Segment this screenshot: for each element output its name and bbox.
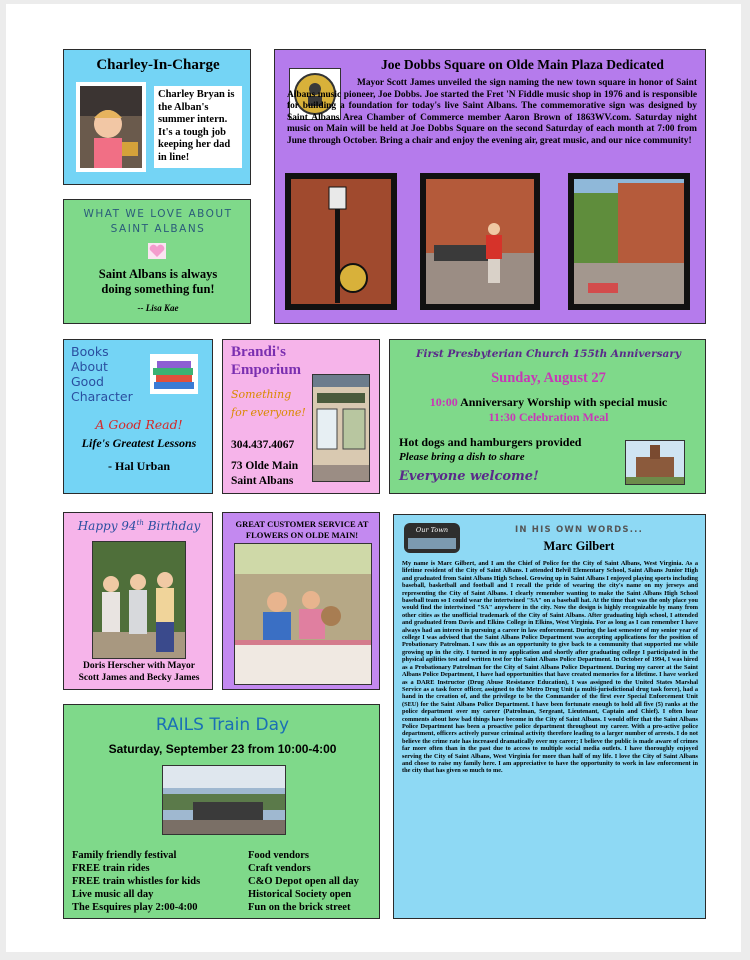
rails-photo <box>162 765 286 835</box>
rails-right-list <box>248 849 378 914</box>
church-title: First Presbyterian Church 155th Anniversary <box>416 348 681 360</box>
birthday-title-post: Birthday <box>143 519 201 533</box>
our-town-logo <box>404 523 460 553</box>
our-town-logo-text: Our Town <box>415 526 449 534</box>
charley-title: Charley-In-Charge <box>96 57 220 73</box>
rails-right-item: Craft vendors <box>248 863 311 874</box>
birthday-box <box>63 512 213 690</box>
church-building-image <box>626 441 684 484</box>
lamp-post-image <box>285 173 397 310</box>
brandi-tagline-line2: for everyone! <box>231 406 306 419</box>
birthday-title-pre: Happy 94 <box>77 519 137 533</box>
flowers-box <box>222 512 380 690</box>
church-welcome: Everyone welcome! <box>399 469 539 484</box>
flowers-title: GREAT CUSTOMER SERVICE AT FLOWERS ON OLDE MAIN! <box>235 519 369 540</box>
gilbert-box <box>393 514 706 919</box>
church-event1: Anniversary Worship with special music <box>460 395 668 409</box>
joe-dobbs-photo-sign <box>285 173 397 310</box>
love-title-line1: WHAT WE LOVE ABOUT <box>83 208 233 220</box>
books-tagline: A Good Read! <box>95 417 183 432</box>
charley-caption: Charley Bryan is the Alban's summer intern. It's a tough job keeping her dad in line! <box>154 86 242 168</box>
charley-box <box>63 49 251 185</box>
book-stack-icon <box>150 354 198 394</box>
flower-shop-counter-image <box>235 544 371 684</box>
rails-box <box>63 704 380 919</box>
gilbert-kicker: IN HIS OWN WORDS... <box>514 525 644 535</box>
street-musician-image <box>420 173 540 310</box>
church-photo <box>625 440 685 485</box>
town-square-image <box>568 173 690 310</box>
joe-dobbs-photo-square <box>568 173 690 310</box>
newsletter-page <box>6 4 741 952</box>
birthday-photo <box>92 541 186 659</box>
rails-left-list <box>72 849 242 914</box>
birthday-title-sup: th <box>136 519 144 527</box>
church-food-line: Hot dogs and hamburgers provided <box>399 435 582 449</box>
joe-dobbs-photo-music <box>420 173 540 310</box>
books-author: - Hal Urban <box>107 459 170 473</box>
rails-right-item: Fun on the brick street <box>248 902 351 913</box>
brandi-address-line1: 73 Olde Main <box>231 460 299 472</box>
love-text: Saint Albans is always doing something fun! <box>98 267 218 296</box>
charley-photo <box>76 82 146 172</box>
books-box <box>63 339 213 494</box>
rails-date: Saturday, September 23 from 10:00-4:00 <box>108 742 337 756</box>
church-dish-line: Please bring a dish to share <box>399 451 525 463</box>
church-line2 <box>390 410 706 425</box>
rails-left-item: FREE train whistles for kids <box>72 876 201 887</box>
love-box <box>63 199 251 324</box>
church-time2: 11:30 <box>488 410 516 424</box>
church-event2: Celebration Meal <box>518 410 609 424</box>
brandi-storefront-photo <box>312 374 370 482</box>
rails-right-item: Food vendors <box>248 850 309 861</box>
rails-left-item: Live music all day <box>72 889 154 900</box>
joe-dobbs-box <box>274 49 706 324</box>
rails-left-item: Family friendly festival <box>72 850 177 861</box>
church-box <box>389 339 706 494</box>
flowers-photo <box>234 543 372 685</box>
rails-right-item: C&O Depot open all day <box>248 876 359 887</box>
books-title-line4: Character <box>71 389 133 404</box>
joe-dobbs-body: Mayor Scott James unveiled the sign naming the new town square in honor of Saint Albans music pioneer, Joe Dobbs. Joe started the Fret 'N Fiddle music shop in 1976 and is responsible for building a foundation for today's live Saint Albans. The commemorative sign was designed by Saint Albans Area Chamber of Commerce member Aaron Brown of 1863WV.com. Saturday night music on Main will be held at Joe Dobbs Square on the second Saturday of each month at 7:00 from June through October. Bring a chair and enjoy the evening air, great music, and our nice community! <box>287 78 697 146</box>
books-title-line1: Books <box>71 344 109 359</box>
rails-title: RAILS Train Day <box>155 715 290 735</box>
church-time1: 10:00 <box>429 395 458 409</box>
books-title-line2: About <box>71 359 108 374</box>
love-title-line2: SAINT ALBANS <box>110 223 206 235</box>
brandi-address-line2: Saint Albans <box>231 475 294 487</box>
heart-icon <box>148 243 166 259</box>
rails-left-item: FREE train rides <box>72 863 150 874</box>
church-date: Sunday, August 27 <box>491 370 606 386</box>
rails-left-item: The Esquires play 2:00-4:00 <box>72 902 198 913</box>
storefront-image <box>313 375 369 481</box>
joe-dobbs-title: Joe Dobbs Square on Olde Main Plaza Dedicated <box>381 57 664 72</box>
child-photo-image <box>76 82 146 172</box>
brandi-tagline-line1: Something <box>231 388 292 401</box>
birthday-title <box>64 519 213 533</box>
brandi-title-line1: Brandi's <box>231 344 287 360</box>
birthday-caption: Doris Herscher with Mayor Scott James and Becky James <box>78 661 200 683</box>
train-image <box>163 766 285 834</box>
brandi-phone: 304.437.4067 <box>231 439 295 451</box>
three-people-photo <box>93 542 185 658</box>
brandi-title-line2: Emporium <box>231 362 302 378</box>
books-book-title: Life's Greatest Lessons <box>81 436 197 450</box>
church-line1 <box>390 395 706 410</box>
gilbert-name: Marc Gilbert <box>543 539 615 553</box>
gilbert-body: My name is Marc Gilbert, and I am the Chief of Police for the City of Saint Albans, West Virginia. As a lifetime resident of the City of Saint Albans. I attended Belvil Elementary School, Saint Albans Junior High and graduated from Saint Albans High School. Growing up in Saint Albans I enjoyed playing sports including baseball, basketball and football and I recall the pride of wearing the city's name on my jerseys and representing the City of Saint Albans. I clearly remember wanting to make the Saint Albans High School baseball team so I could wear the intertwined "SA" on a baseball hat. At the time that was the only place you would find the intertwined "SA" anywhere in the city. Now the design is highly recognizable by many from other cities as the unofficial trademark of the City of Saint Albans. After graduating high school, I attended and graduated from Davis and Elkins College in Elkins, West Virginia. For as long as I can remember I have always had an interest in pursuing a career in law enforcement. During the last semester of my senior year of college I was advised that the Saint Albans Police Department was accepting applications for the position of Probationary Patrolman. I saw this as an opportunity to give back to a community that supported me while growing up in the city. I turned in my application and shortly after graduating college I participated in the physical agilities test and written test for the Saint Albans Police Department. In October of 1994, I was hired as a Probationary Patrolman for the City of Saint Albans Police Department. During my career at the Saint Albans Police Department, I have had opportunities that have created memories for a lifetime. I have worked as a DARE Instructor (Drug Abuse Resistance Education), I was assigned to the United States Marshal Service as a task force officer, assigned to the Metro Drug Unit (a multi-jurisdictional drug task force), had a hand in the creation of, and the privilege to be the Commander of the first ever Special Enforcement Unit (SEU) for the Saint Albans Police Department. I have been fortunate enough to hold all five (5) ranks at the police department over my career (Patrolman, Sergeant, Lieutenant, Captain and Chief). I often hear comments about how bad things have become in the City of Saint Albans. I would offer that the Saint Albans Police Department has been a proactive police department throughout my career. With a pro-active police department, officers actively pursue criminal activity therefore leading to a larger number of arrests. I do not believe the crime rate has increased dramatically over my career; I believe the public is made aware of crimes far more often than in the past due to access to multiple social media outlets. I have thoroughly enjoyed serving the City of Saint Albans, West Virginia for more than half of my life. I love the City of Saint Albans and chose to raise my family here. I am appreciative to have the opportunity to work in law enforcement in the city that has given so much to me. <box>402 560 698 775</box>
rails-right-item: Historical Society open <box>248 889 352 900</box>
books-title-line3: Good <box>71 374 104 389</box>
brandi-box <box>222 339 380 494</box>
love-author: -- Lisa Kae <box>137 303 179 313</box>
